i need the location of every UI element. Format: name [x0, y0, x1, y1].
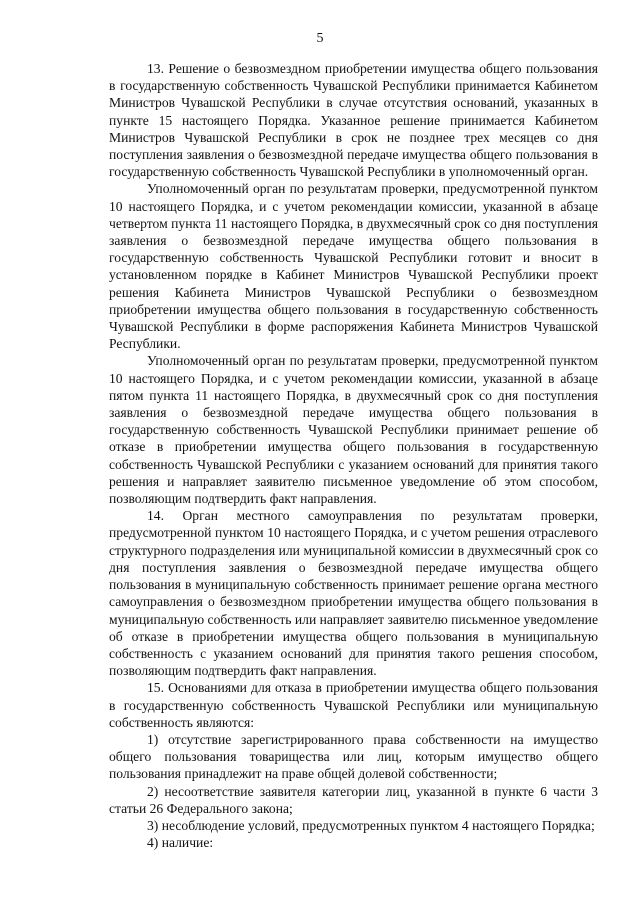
paragraph-15: 15. Основаниями для отказа в приобретении имущества общего пользования в государственную собственность Чувашской Республики или муниципальную собственность являются:: [109, 680, 598, 730]
paragraph-13-approval: Уполномоченный орган по результатам проверки, предусмотренной пунктом 10 настоящего Порядка, и с учетом рекомендации комиссии, указанной в абзаце четвертом пункта 11 настоящего Порядка, в двухмесячный срок со дня поступления заявления о безвозмездной передаче имущества общего пользования в государственную собственность Чувашской Республики готовит и вносит в установленном порядке в Кабинет Министров Чувашской Республики проект решения Кабинета Министров Чувашской Республики о безвозмездном приобретении имущества общего пользования в государственную собственность Чувашской Республики в форме распоряжения Кабинета Министров Чувашской Республики.: [109, 181, 598, 352]
paragraph-13: 13. Решение о безвозмездном приобретении имущества общего пользования в государственную собственность Чувашской Республики принимается Кабинетом Министров Чувашской Республики в случае отсутствия оснований, указанных в пункте 15 настоящего Порядка. Указанное решение принимается Кабинетом Министров Чувашской Республики в срок не позднее трех месяцев со дня поступления заявления о безвозмездной передаче имущества общего пользования в государственную собственность Чувашской Республики в уполномоченный орган.: [109, 61, 598, 180]
paragraph-14: 14. Орган местного самоуправления по результатам проверки, предусмотренной пунктом 10 настоящего Порядка, и с учетом решения отраслевого структурного подразделения или муниципальной комиссии в двухмесячный срок со дня поступления заявления о безвозмездной передаче имущества общего пользования в муниципальную собственность принимает решение органа местного самоуправления о безвозмездном приобретении имущества общего пользования в муниципальную собственность или направляет заявителю письменное уведомление об отказе в приобретении имущества общего пользования в муниципальную собственность с указанием оснований для принятия такого решения способом, позволяющим подтвердить факт направления.: [109, 508, 598, 679]
list-item-4: 4) наличие:: [147, 835, 214, 851]
page-number: 5: [316, 31, 324, 46]
list-item-1: 1) отсутствие зарегистрированного права собственности на имущество общего пользования товарищества или лиц, которым имущество общего пользования принадлежит на праве общей долевой собственности;: [109, 731, 598, 782]
document-body: [109, 60, 598, 851]
list-item-3: 3) несоблюдение условий, предусмотренных пунктом 4 настоящего Порядка;: [147, 817, 595, 833]
paragraph-13-refusal: Уполномоченный орган по результатам проверки, предусмотренной пунктом 10 настоящего Порядка, и с учетом рекомендации комиссии, указанной в абзаце пятом пункта 11 настоящего Порядка, в двухмесячный срок со дня поступления заявления о безвозмездной передаче имущества общего пользования в государственную собственность Чувашской Республики принимает решение об отказе в приобретении имущества общего пользования в государственную собственность Чувашской Республики с указанием оснований для принятия такого решения и направляет заявителю письменное уведомление об этом способом, позволяющим подтвердить факт направления.: [109, 353, 598, 507]
list-item-2: 2) несоответствие заявителя категории лиц, указанной в пункте 6 части 3 статьи 26 Федерального закона;: [109, 783, 598, 816]
